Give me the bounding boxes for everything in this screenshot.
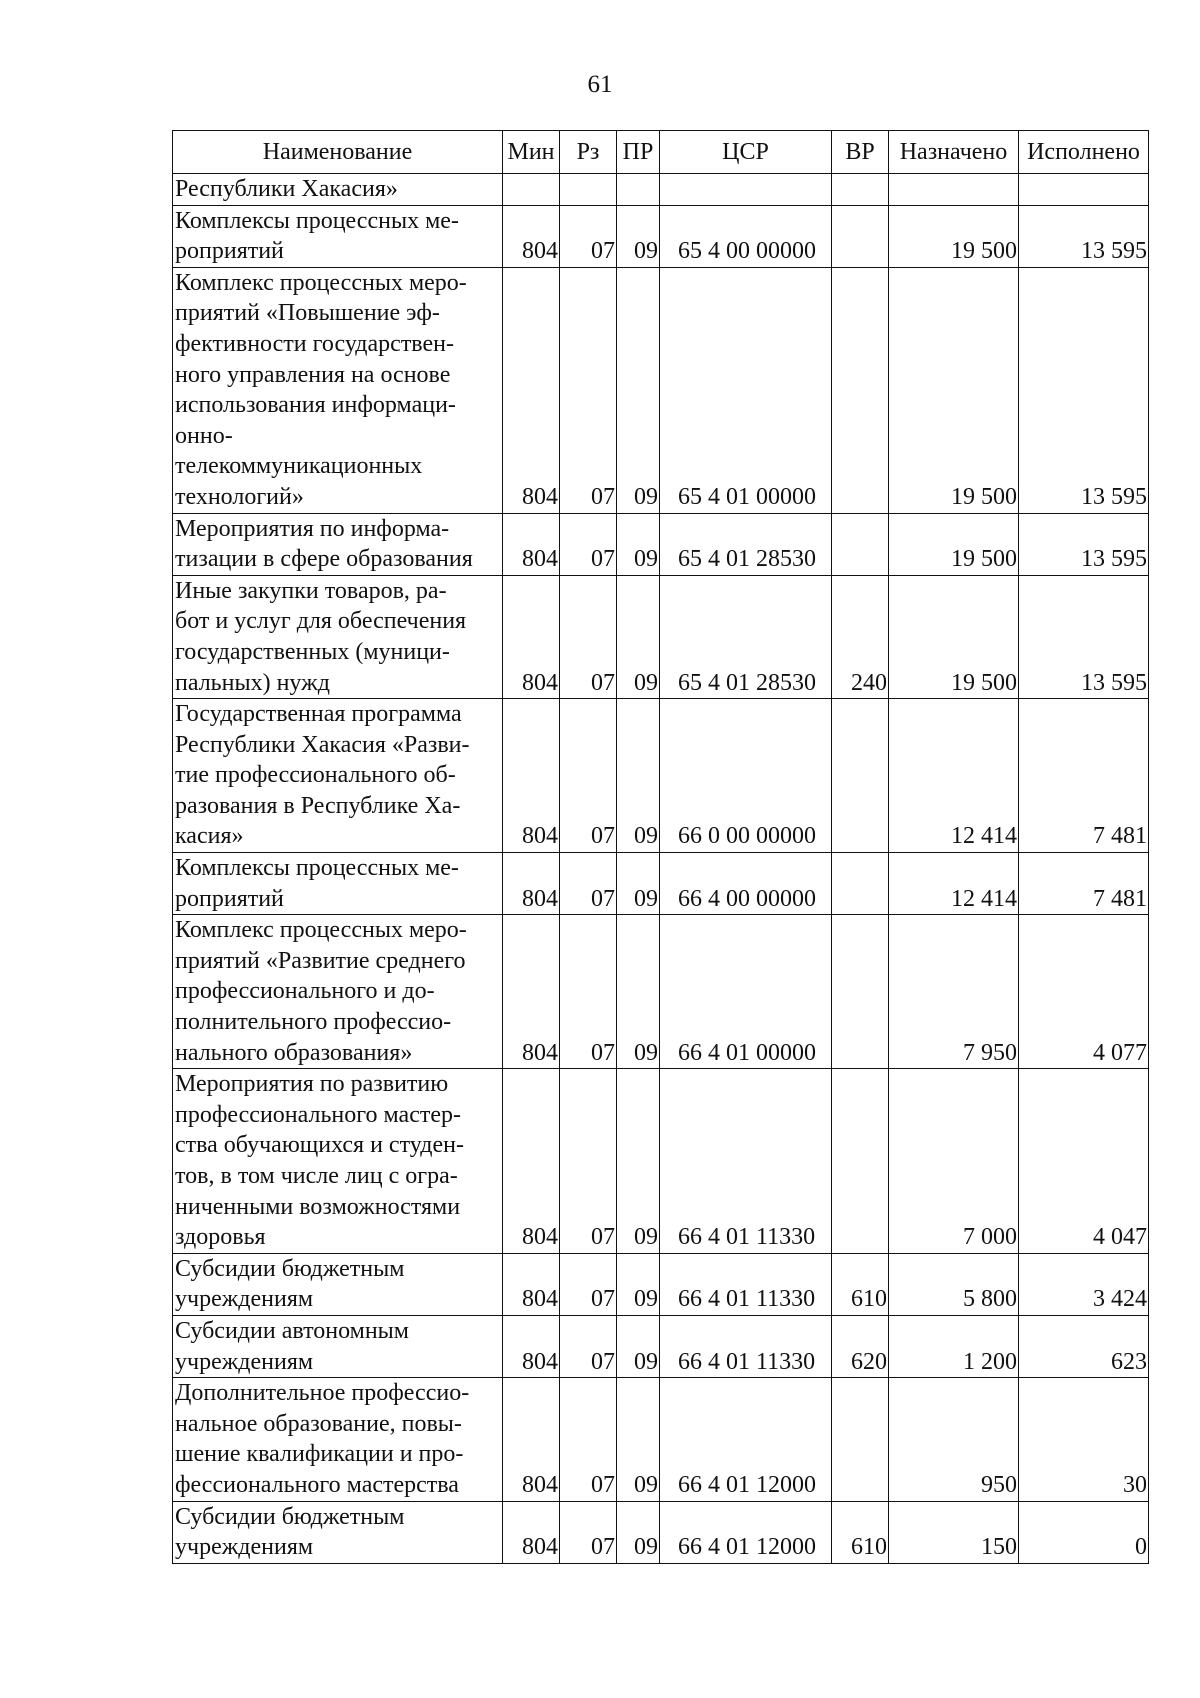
table-row <box>173 267 1149 513</box>
name-line: Государственная программа <box>175 701 462 728</box>
cell-min <box>503 174 560 206</box>
header-csr: ЦСР <box>660 131 832 174</box>
name-line: Мероприятия по информа- <box>175 515 450 542</box>
cell-name <box>173 1378 503 1501</box>
name-line: нального образования» <box>175 1039 413 1066</box>
budget-table <box>172 130 1149 1564</box>
cell-csr: 65 4 01 28530 <box>660 513 832 575</box>
cell-assigned: 7 950 <box>889 915 1019 1069</box>
table-header-row <box>173 131 1149 174</box>
name-line: Комплекс процессных меро- <box>175 917 467 944</box>
cell-name <box>173 1253 503 1315</box>
name-line: Комплекс процессных меро- <box>175 269 467 296</box>
name-line: профессионального и до- <box>175 978 435 1005</box>
cell-rz: 07 <box>560 1069 617 1254</box>
cell-min: 804 <box>503 575 560 698</box>
name-line: Республики Хакасия» <box>175 176 398 202</box>
name-line: шение квалификации и про- <box>175 1441 464 1468</box>
cell-rz: 07 <box>560 1501 617 1563</box>
cell-min: 804 <box>503 1253 560 1315</box>
table-row <box>173 1253 1149 1315</box>
name-line: Республики Хакасия «Разви- <box>175 731 470 758</box>
name-line: профессионального мастер- <box>175 1101 461 1128</box>
name-line: Субсидии бюджетным <box>175 1255 405 1282</box>
cell-executed: 13 595 <box>1019 575 1149 698</box>
header-min: Мин <box>503 131 560 174</box>
cell-csr: 66 4 01 11330 <box>660 1253 832 1315</box>
cell-rz: 07 <box>560 1315 617 1377</box>
cell-assigned: 5 800 <box>889 1253 1019 1315</box>
cell-assigned: 19 500 <box>889 575 1019 698</box>
cell-executed: 7 481 <box>1019 699 1149 853</box>
cell-name <box>173 1069 503 1254</box>
cell-vr <box>832 699 889 853</box>
cell-vr <box>832 915 889 1069</box>
name-line: фессионального мастерства <box>175 1471 459 1498</box>
cell-pr: 09 <box>617 1315 660 1377</box>
cell-executed: 623 <box>1019 1315 1149 1377</box>
cell-name <box>173 205 503 267</box>
cell-assigned: 19 500 <box>889 205 1019 267</box>
cell-vr <box>832 267 889 513</box>
cell-min: 804 <box>503 205 560 267</box>
cell-min: 804 <box>503 853 560 915</box>
name-line: Субсидии бюджетным <box>175 1503 405 1530</box>
cell-csr: 66 4 01 00000 <box>660 915 832 1069</box>
cell-csr: 66 4 01 11330 <box>660 1069 832 1254</box>
name-line: бот и услуг для обеспечения <box>175 608 467 635</box>
header-executed: Исполнено <box>1019 131 1149 174</box>
cell-name <box>173 853 503 915</box>
cell-rz: 07 <box>560 513 617 575</box>
header-assigned: Назначено <box>889 131 1019 174</box>
name-line: Мероприятия по развитию <box>175 1071 449 1098</box>
cell-min: 804 <box>503 1315 560 1377</box>
table-row <box>173 513 1149 575</box>
cell-csr: 66 4 00 00000 <box>660 853 832 915</box>
cell-executed: 0 <box>1019 1501 1149 1563</box>
header-vr: ВР <box>832 131 889 174</box>
name-line: разования в Республике Ха- <box>175 792 461 819</box>
cell-assigned: 7 000 <box>889 1069 1019 1254</box>
name-line: приятий «Повышение эф- <box>175 300 440 327</box>
name-line: государственных (муници- <box>175 638 450 665</box>
name-line: пальных) нужд <box>175 669 330 696</box>
cell-executed <box>1019 174 1149 206</box>
cell-name <box>173 699 503 853</box>
cell-pr: 09 <box>617 1069 660 1254</box>
table-row <box>173 174 1149 206</box>
header-name: Наименование <box>173 131 503 174</box>
cell-assigned: 1 200 <box>889 1315 1019 1377</box>
header-pr: ПР <box>617 131 660 174</box>
name-line: касия» <box>175 823 244 850</box>
cell-min: 804 <box>503 1069 560 1254</box>
cell-pr: 09 <box>617 853 660 915</box>
cell-name <box>173 1315 503 1377</box>
cell-executed: 4 077 <box>1019 915 1149 1069</box>
cell-csr: 66 0 00 00000 <box>660 699 832 853</box>
cell-executed: 7 481 <box>1019 853 1149 915</box>
name-line: учреждениям <box>175 1348 314 1375</box>
cell-pr: 09 <box>617 915 660 1069</box>
table-body <box>173 174 1149 1564</box>
cell-min: 804 <box>503 1501 560 1563</box>
cell-csr: 65 4 01 00000 <box>660 267 832 513</box>
cell-csr: 66 4 01 12000 <box>660 1378 832 1501</box>
cell-vr: 620 <box>832 1315 889 1377</box>
cell-vr <box>832 1378 889 1501</box>
cell-pr: 09 <box>617 575 660 698</box>
cell-rz: 07 <box>560 1378 617 1501</box>
cell-csr: 65 4 00 00000 <box>660 205 832 267</box>
name-line: онно- <box>175 422 233 449</box>
cell-vr <box>832 205 889 267</box>
cell-name <box>173 575 503 698</box>
cell-csr: 66 4 01 11330 <box>660 1315 832 1377</box>
table-row <box>173 1315 1149 1377</box>
cell-min: 804 <box>503 699 560 853</box>
cell-executed: 4 047 <box>1019 1069 1149 1254</box>
cell-name <box>173 174 503 206</box>
name-line: роприятий <box>175 885 284 912</box>
cell-assigned: 12 414 <box>889 853 1019 915</box>
cell-vr: 610 <box>832 1253 889 1315</box>
name-line: учреждениям <box>175 1534 314 1561</box>
name-line: полнительного профессио- <box>175 1009 452 1036</box>
cell-pr: 09 <box>617 1501 660 1563</box>
cell-rz <box>560 174 617 206</box>
name-line: Субсидии автономным <box>175 1317 409 1344</box>
name-line: учреждениям <box>175 1286 314 1313</box>
name-line: технологий» <box>175 483 304 510</box>
cell-vr <box>832 1069 889 1254</box>
cell-csr: 65 4 01 28530 <box>660 575 832 698</box>
cell-pr: 09 <box>617 267 660 513</box>
cell-assigned: 950 <box>889 1378 1019 1501</box>
table-row <box>173 853 1149 915</box>
table-row <box>173 915 1149 1069</box>
cell-min: 804 <box>503 267 560 513</box>
cell-name <box>173 1501 503 1563</box>
cell-min: 804 <box>503 1378 560 1501</box>
name-line: использования информаци- <box>175 392 456 419</box>
name-line: телекоммуникационных <box>175 453 423 480</box>
name-line: ниченными возможностями <box>175 1193 461 1220</box>
name-line: здоровья <box>175 1224 266 1251</box>
name-line: Комплексы процессных ме- <box>175 207 459 234</box>
cell-rz: 07 <box>560 915 617 1069</box>
cell-pr: 09 <box>617 1253 660 1315</box>
cell-name <box>173 513 503 575</box>
cell-name <box>173 915 503 1069</box>
name-line: Комплексы процессных ме- <box>175 855 459 882</box>
cell-rz: 07 <box>560 205 617 267</box>
cell-executed: 30 <box>1019 1378 1149 1501</box>
cell-assigned: 19 500 <box>889 267 1019 513</box>
name-line: Дополнительное профессио- <box>175 1380 470 1407</box>
cell-rz: 07 <box>560 853 617 915</box>
cell-executed: 3 424 <box>1019 1253 1149 1315</box>
cell-vr <box>832 174 889 206</box>
cell-csr <box>660 174 832 206</box>
cell-rz: 07 <box>560 575 617 698</box>
table-row <box>173 1501 1149 1563</box>
cell-assigned <box>889 174 1019 206</box>
name-line: Иные закупки товаров, ра- <box>175 577 447 604</box>
cell-executed: 13 595 <box>1019 205 1149 267</box>
cell-pr: 09 <box>617 205 660 267</box>
name-line: тие профессионального об- <box>175 762 456 789</box>
name-line: фективности государствен- <box>175 330 454 357</box>
header-rz: Рз <box>560 131 617 174</box>
cell-min: 804 <box>503 915 560 1069</box>
cell-pr: 09 <box>617 699 660 853</box>
table-row <box>173 575 1149 698</box>
cell-assigned: 150 <box>889 1501 1019 1563</box>
name-line: роприятий <box>175 238 284 265</box>
cell-pr <box>617 174 660 206</box>
name-line: приятий «Развитие среднего <box>175 947 466 974</box>
name-line: тов, в том числе лиц с огра- <box>175 1163 458 1189</box>
cell-name <box>173 267 503 513</box>
table-row <box>173 205 1149 267</box>
cell-assigned: 19 500 <box>889 513 1019 575</box>
cell-pr: 09 <box>617 513 660 575</box>
cell-rz: 07 <box>560 267 617 513</box>
page-number: 61 <box>587 71 613 98</box>
cell-min: 804 <box>503 513 560 575</box>
cell-csr: 66 4 01 12000 <box>660 1501 832 1563</box>
cell-executed: 13 595 <box>1019 267 1149 513</box>
cell-vr: 240 <box>832 575 889 698</box>
cell-vr <box>832 513 889 575</box>
name-line: нальное образование, повы- <box>175 1410 462 1437</box>
name-line: тизации в сфере образования <box>175 546 473 573</box>
cell-pr: 09 <box>617 1378 660 1501</box>
table-row <box>173 1069 1149 1254</box>
cell-rz: 07 <box>560 699 617 853</box>
name-line: ного управления на основе <box>175 361 451 388</box>
cell-vr: 610 <box>832 1501 889 1563</box>
name-line: ства обучающихся и студен- <box>175 1132 464 1159</box>
table-row <box>173 1378 1149 1501</box>
cell-assigned: 12 414 <box>889 699 1019 853</box>
cell-vr <box>832 853 889 915</box>
cell-executed: 13 595 <box>1019 513 1149 575</box>
table-row <box>173 699 1149 853</box>
cell-rz: 07 <box>560 1253 617 1315</box>
